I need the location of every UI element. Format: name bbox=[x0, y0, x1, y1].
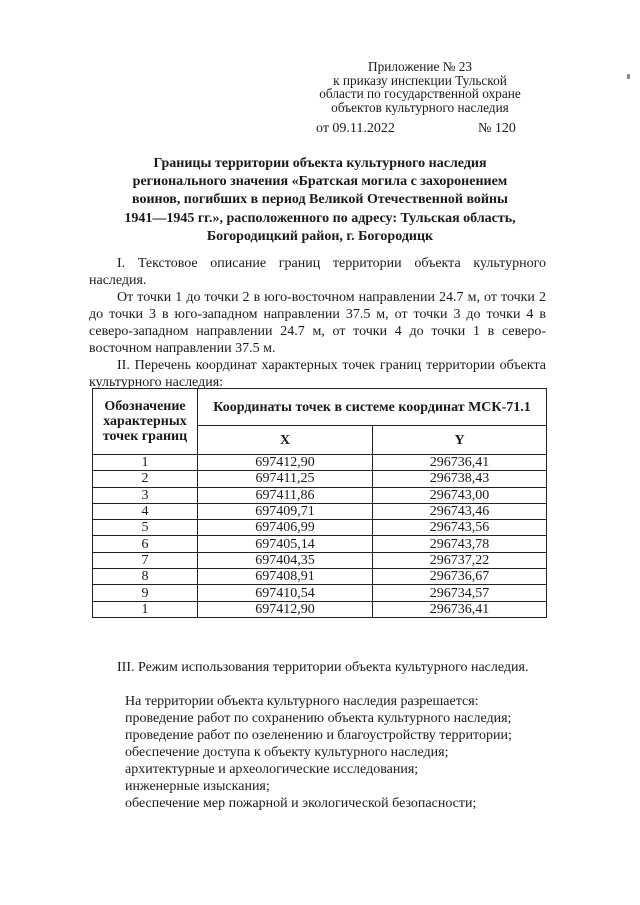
table-row bbox=[93, 536, 547, 552]
cell-y: 296743,78 bbox=[373, 536, 547, 552]
cell-point: 8 bbox=[93, 569, 198, 585]
cell-x: 697406,99 bbox=[198, 520, 373, 536]
title-line: регионального значения «Братская могила с захоронением bbox=[132, 174, 508, 190]
cell-point: 1 bbox=[93, 455, 198, 471]
cell-y: 296743,00 bbox=[373, 487, 547, 503]
section-3-intro: На территории объекта культурного наследия разрешается: bbox=[125, 694, 479, 709]
cell-x: 697412,90 bbox=[198, 455, 373, 471]
cell-x: 697411,25 bbox=[198, 471, 373, 487]
appendix-line: объектов культурного наследия bbox=[331, 99, 509, 115]
permitted-item: архитектурные и археологические исследования; bbox=[125, 762, 419, 777]
page-edge-mark bbox=[627, 74, 630, 79]
document-title bbox=[80, 155, 560, 246]
section-3-heading: III. Режим использования территории объекта культурного наследия. bbox=[117, 660, 529, 675]
permitted-item: обеспечение доступа к объекту культурного наследия; bbox=[125, 745, 449, 760]
title-line: Границы территории объекта культурного наследия bbox=[153, 156, 487, 171]
cell-point: 2 bbox=[93, 471, 198, 487]
order-date: от 09.11.2022 bbox=[316, 121, 395, 136]
appendix-line: Приложение № 23 bbox=[368, 59, 472, 74]
coordinates-table bbox=[92, 388, 547, 618]
cell-x: 697412,90 bbox=[198, 601, 373, 617]
table-row bbox=[93, 601, 547, 617]
cell-x: 697410,54 bbox=[198, 585, 373, 601]
cell-x: 697408,91 bbox=[198, 569, 373, 585]
cell-point: 3 bbox=[93, 487, 198, 503]
table-row bbox=[93, 520, 547, 536]
cell-point: 5 bbox=[93, 520, 198, 536]
title-line: воинов, погибших в период Великой Отечественной войны bbox=[132, 192, 508, 208]
table-row bbox=[93, 569, 547, 585]
table-body bbox=[93, 455, 547, 618]
table-row bbox=[93, 585, 547, 601]
cell-y: 296738,43 bbox=[373, 471, 547, 487]
cell-y: 296736,41 bbox=[373, 601, 547, 617]
appendix-line: области по государственной охране bbox=[319, 86, 521, 102]
cell-y: 296743,56 bbox=[373, 520, 547, 536]
table-row bbox=[93, 487, 547, 503]
cell-x: 697411,86 bbox=[198, 487, 373, 503]
permitted-item: инженерные изыскания; bbox=[125, 779, 270, 794]
cell-point: 6 bbox=[93, 536, 198, 552]
title-line: 1941—1945 гг.», расположенного по адресу: Тульская область, bbox=[124, 210, 516, 226]
cell-y: 296743,46 bbox=[373, 503, 547, 519]
cell-y: 296736,67 bbox=[373, 569, 547, 585]
table-row bbox=[93, 552, 547, 568]
table-row bbox=[93, 503, 547, 519]
cell-point: 4 bbox=[93, 503, 198, 519]
header-y: Y bbox=[373, 426, 547, 455]
permitted-item: обеспечение мер пожарной и экологической безопасности; bbox=[125, 796, 477, 811]
cell-y: 296734,57 bbox=[373, 585, 547, 601]
cell-x: 697404,35 bbox=[198, 552, 373, 568]
cell-x: 697409,71 bbox=[198, 503, 373, 519]
order-number: № 120 bbox=[478, 121, 516, 136]
table-row bbox=[93, 471, 547, 487]
appendix-block bbox=[300, 60, 540, 114]
header-x: X bbox=[198, 426, 373, 455]
title-line: Богородицкий район, г. Богородицк bbox=[206, 228, 434, 244]
table-row bbox=[93, 455, 547, 471]
cell-y: 296737,22 bbox=[373, 552, 547, 568]
permitted-item: проведение работ по сохранению объекта культурного наследия; bbox=[125, 711, 512, 726]
appendix-line: к приказу инспекции Тульской bbox=[333, 72, 507, 88]
section-1-description: От точки 1 до точки 2 в юго-восточном направлении 24.7 м, от точки 2 до точки 3 в юго-западном направлении 37.5 м, от точки 3 до точки 4 в северо-западном направлении 24.7 м, от точки 4 до точки 1 в северо-восточном направлении 37.5 м. bbox=[89, 290, 546, 356]
section-1-heading: I. Текстовое описание границ территории объекта культурного наследия. bbox=[89, 256, 546, 288]
cell-point: 1 bbox=[93, 601, 198, 617]
header-coordinates: Координаты точек в системе координат МСК-71.1 bbox=[198, 389, 547, 426]
permitted-item: проведение работ по озеленению и благоустройству территории; bbox=[125, 728, 512, 743]
cell-point: 7 bbox=[93, 552, 198, 568]
section-2-heading: II. Перечень координат характерных точек границ территории объекта культурного наследия: bbox=[89, 358, 546, 390]
cell-point: 9 bbox=[93, 585, 198, 601]
header-point-designation: Обозначение характерных точек границ bbox=[93, 389, 198, 455]
cell-x: 697405,14 bbox=[198, 536, 373, 552]
cell-y: 296736,41 bbox=[373, 455, 547, 471]
